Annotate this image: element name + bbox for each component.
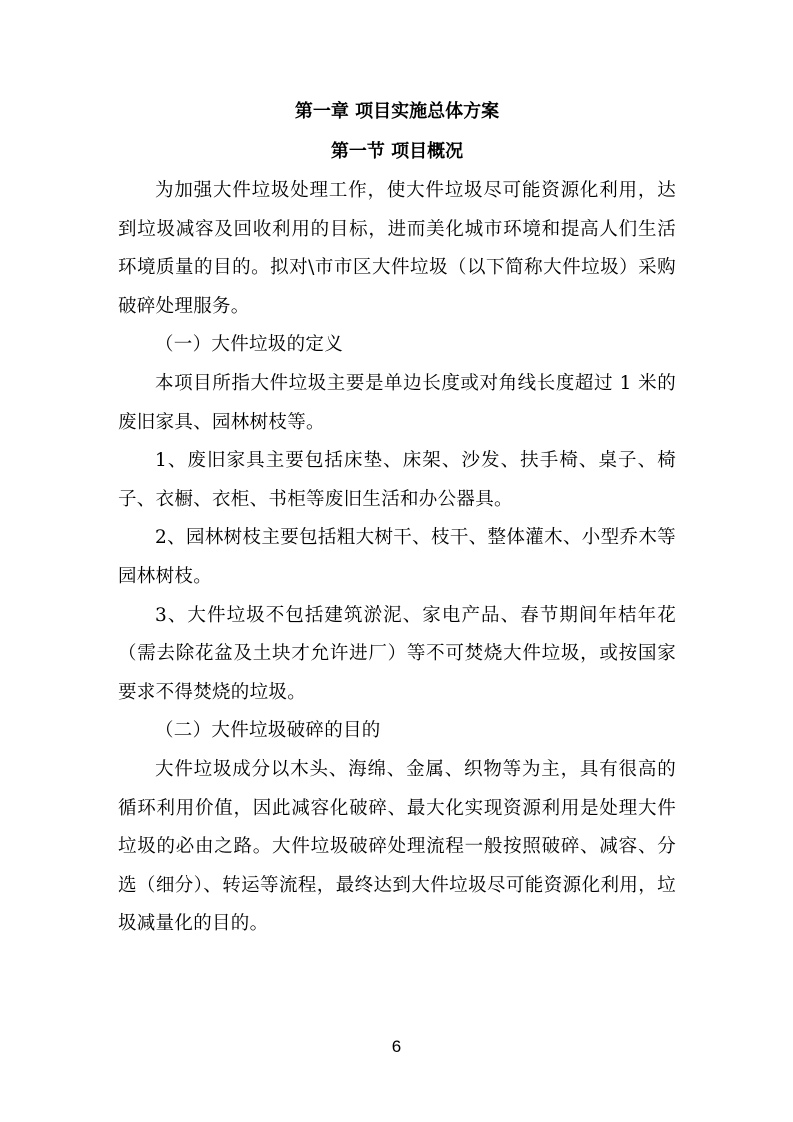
document-page: [118, 100, 676, 944]
paragraph-branches: 2、园林树枝主要包括粗大树干、枝干、整体灌木、小型乔木等园林树枝。: [118, 527, 676, 587]
paragraph-overview: 为加强大件垃圾处理工作，使大件垃圾尽可能资源化利用，达到垃圾减容及回收利用的目标，进而美化城市环境和提高人们生活环境质量的目的。拟对\市市区大件垃圾（以下简称大件垃圾）采购破碎处理服务。: [118, 180, 676, 317]
chapter-title: 第一章 项目实施总体方案: [294, 101, 500, 122]
page-number: 6: [391, 1037, 402, 1056]
paragraph-purpose: 大件垃圾成分以木头、海绵、金属、织物等为主，具有很高的循环利用价值，因此减容化破碎、最大化实现资源利用是处理大件垃圾的必由之路。大件垃圾破碎处理流程一般按照破碎、减容、分选（细分）、转运等流程，最终达到大件垃圾尽可能资源化利用，垃圾减量化的目的。: [118, 758, 676, 935]
paragraph-exclusions: 3、大件垃圾不包括建筑淤泥、家电产品、春节期间年桔年花（需去除花盆及土块才允许进厂）等不可焚烧大件垃圾，或按国家要求不得焚烧的垃圾。: [118, 604, 676, 703]
subheading-definition: （一）大件垃圾的定义: [155, 334, 344, 356]
paragraph-definition: 本项目所指大件垃圾主要是单边长度或对角线长度超过 1 米的废旧家具、园林树枝等。: [118, 372, 676, 433]
subheading-purpose: （二）大件垃圾破碎的目的: [155, 720, 381, 742]
paragraph-furniture: 1、废旧家具主要包括床垫、床架、沙发、扶手椅、桌子、椅子、衣橱、衣柜、书柜等废旧生活和办公器具。: [118, 450, 676, 510]
section-title: 第一节 项目概况: [330, 141, 464, 162]
